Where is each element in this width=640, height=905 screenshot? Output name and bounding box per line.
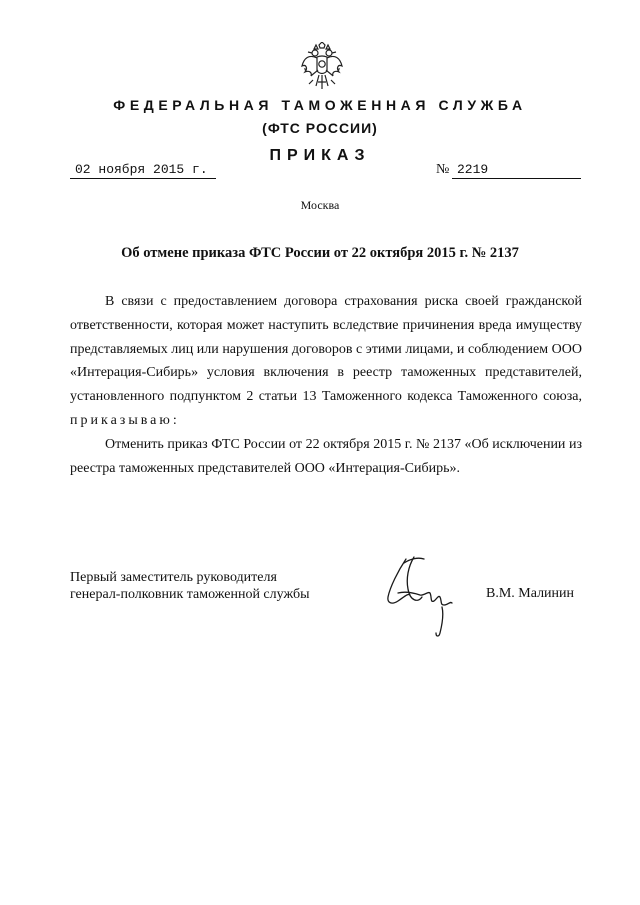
order-number: 2219 bbox=[452, 162, 581, 179]
document-title: Об отмене приказа ФТС России от 22 октября 2015 г. № 2137 bbox=[121, 245, 519, 261]
organization-name: ФЕДЕРАЛЬНАЯ ТАМОЖЕННАЯ СЛУЖБА bbox=[113, 97, 527, 113]
document-type: ПРИКАЗ bbox=[269, 147, 371, 164]
signatory-position-line-1: Первый заместитель руководителя bbox=[70, 570, 277, 585]
document-body bbox=[70, 290, 582, 480]
body-paragraph-1 bbox=[70, 290, 582, 433]
double-headed-eagle-emblem-icon bbox=[301, 42, 343, 90]
handwritten-signature-icon bbox=[384, 553, 460, 639]
organization-short-name: (ФТС РОССИИ) bbox=[262, 120, 378, 136]
signatory-position-line-2: генерал-полковник таможенной службы bbox=[70, 587, 310, 602]
signatory-position bbox=[70, 569, 309, 603]
order-date: 02 ноября 2015 г. bbox=[70, 162, 216, 179]
body-paragraph-2: Отменить приказ ФТС России от 22 октября 2015 г. № 2137 «Об исключении из реестра таможенных представителей ООО «Интерация-Сибирь». bbox=[70, 436, 582, 476]
order-word: приказываю bbox=[70, 412, 173, 428]
city: Москва bbox=[300, 198, 340, 212]
number-sign: № bbox=[436, 162, 450, 177]
body-paragraph-1-text: В связи с предоставлением договора страхования риска своей гражданской ответственности, которая может наступить вследствие причинения вреда имуществу представляемых лиц или нарушения договоров с этими лицами, и соблюдением ООО «Интерация-Сибирь» условия включения в реестр таможенных представителей, установленного подпунктом 2 статьи 13 Таможенного кодекса Таможенного союза, bbox=[70, 294, 582, 405]
signatory-name: В.М. Малинин bbox=[486, 586, 575, 601]
body-paragraph-1-end: : bbox=[172, 412, 177, 428]
